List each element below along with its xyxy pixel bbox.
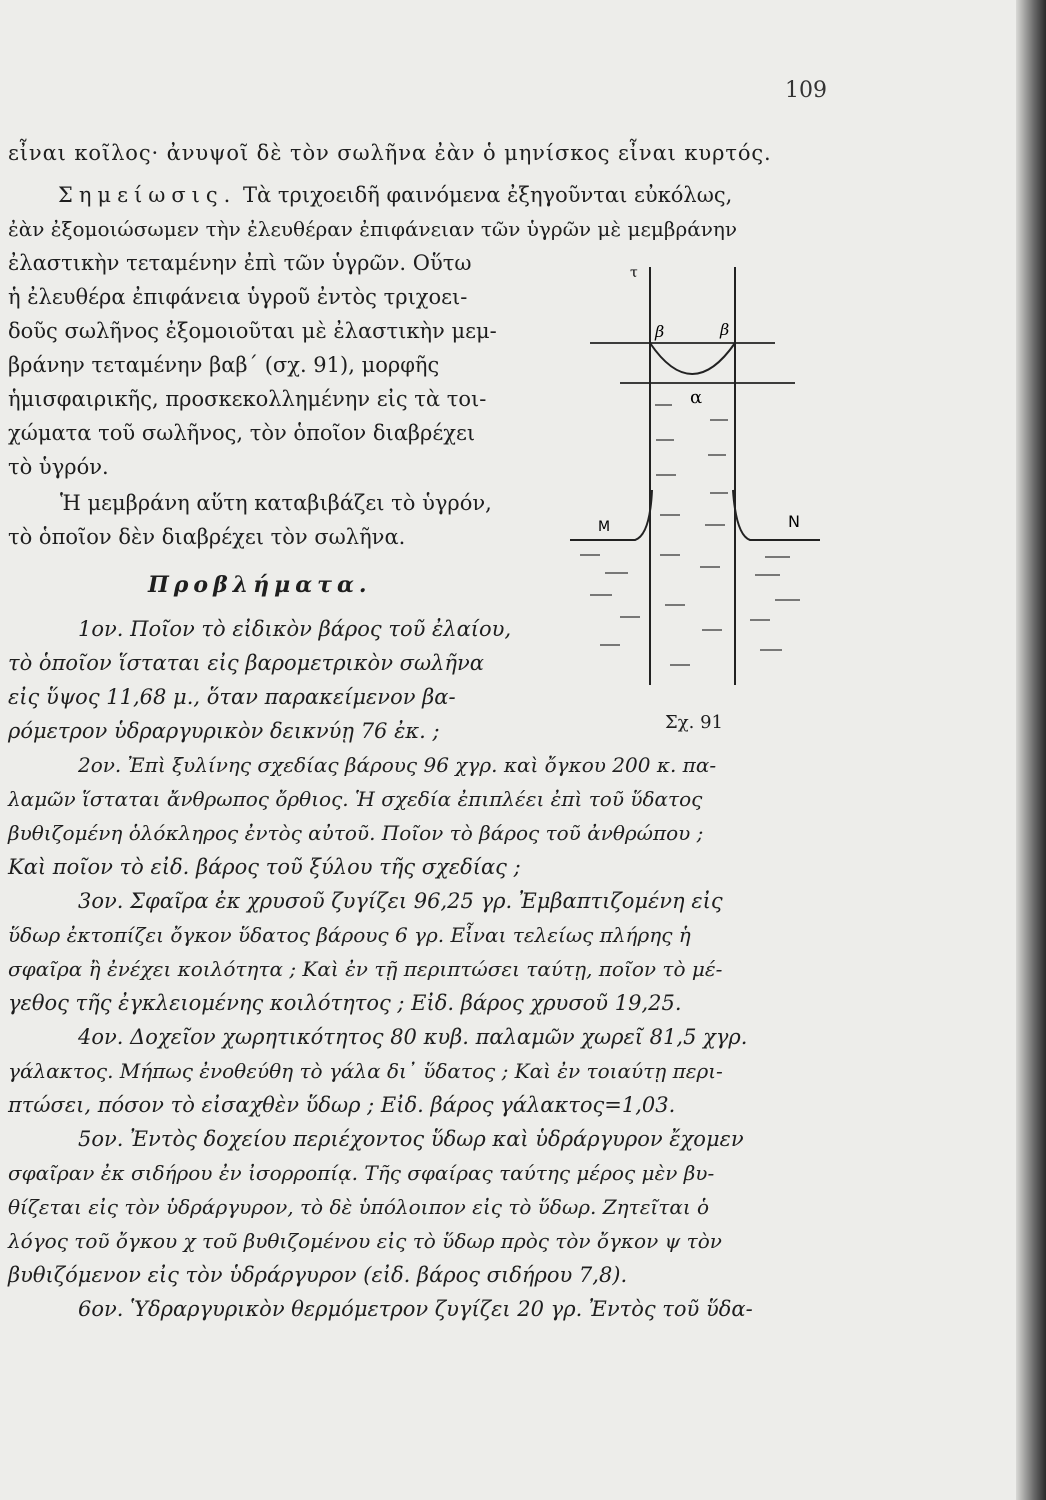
problem-number: 4ον. bbox=[78, 1025, 124, 1049]
label-beta-right: β bbox=[720, 320, 730, 339]
text-line: ἡμισφαιρικῆς, προσκεκολλημένην εἰς τὰ τοι- bbox=[8, 387, 487, 411]
problem-line bbox=[78, 1294, 753, 1324]
problem-line: τὸ ὁποῖον ἵσταται εἰς βαρομετρικὸν σωλῆνα bbox=[8, 651, 484, 675]
text-line: τὸ ὑγρόν. bbox=[8, 455, 109, 479]
problem-text: Ὑδραργυρικὸν θερμόμετρον ζυγίζει 20 γρ. Ἐντὸς τοῦ ὕδα- bbox=[130, 1297, 753, 1321]
text-line-body: Τὰ τριχοειδῆ φαινόμενα ἐξηγοῦνται εὐκόλως, bbox=[243, 183, 733, 207]
problem-line: ρόμετρον ὑδραργυρικὸν δεικνύῃ 76 ἐκ. ; bbox=[8, 719, 440, 743]
problem-line bbox=[78, 886, 723, 916]
problem-line: βυθιζομένη ὁλόκληρος ἐντὸς αὐτοῦ. Ποῖον τὸ βάρος τοῦ ἀνθρώπου ; bbox=[8, 821, 704, 845]
text-line: ἡ ἐλευθέρα ἐπιφάνεια ὑγροῦ ἐντὸς τριχοει- bbox=[8, 285, 468, 309]
problem-line: λαμῶν ἵσταται ἄνθρωπος ὄρθιος. Ἡ σχεδία ἐπιπλέει ἐπὶ τοῦ ὕδατος bbox=[8, 787, 703, 811]
problem-line: εἰς ὕψος 11,68 μ., ὅταν παρακείμενον βα- bbox=[8, 685, 456, 709]
problem-line bbox=[78, 750, 716, 780]
text-line: τὸ ὁποῖον δὲν διαβρέχει τὸν σωλῆνα. bbox=[8, 525, 406, 549]
problem-line: ὕδωρ ἐκτοπίζει ὄγκον ὕδατος βάρους 6 γρ. Εἶναι τελείως πλήρης ἡ bbox=[8, 923, 691, 947]
problem-line: πτώσει, πόσον τὸ εἰσαχθὲν ὕδωρ ; Εἰδ. βάρος γάλακτος=1,03. bbox=[8, 1093, 676, 1117]
liquid-hatching bbox=[580, 405, 800, 665]
problem-number: 1ον. bbox=[78, 617, 124, 641]
text-line: ἐὰν ἐξομοιώσωμεν τὴν ἐλευθέραν ἐπιφάνειαν τῶν ὑγρῶν μὲ μεμβράνην bbox=[8, 217, 738, 241]
figure-caption: Σχ. 91 bbox=[665, 712, 723, 733]
label-beta-left: β bbox=[655, 322, 665, 341]
problem-line: σφαῖραν ἐκ σιδήρου ἐν ἰσορροπίᾳ. Τῆς σφαίρας ταύτης μέρος μὲν βυ- bbox=[8, 1161, 715, 1185]
problem-number: 5ον. bbox=[78, 1127, 124, 1151]
problem-line: λόγος τοῦ ὄγκου χ τοῦ βυθιζομένου εἰς τὸ ὕδωρ πρὸς τὸν ὄγκον ψ τὸν bbox=[8, 1229, 722, 1253]
text-line: χώματα τοῦ σωλῆνος, τὸν ὁποῖον διαβρέχει bbox=[8, 421, 476, 445]
page-edge-shadow bbox=[1016, 0, 1046, 1500]
problem-text: Σφαῖρα ἐκ χρυσοῦ ζυγίζει 96,25 γρ. Ἐμβαπτιζομένη εἰς bbox=[130, 889, 723, 913]
problem-line: γεθος τῆς ἐγκλειομένης κοιλότητος ; Εἰδ. βάρος χρυσοῦ 19,25. bbox=[8, 991, 682, 1015]
text-line: βράνην τεταμένην βαβ΄ (σχ. 91), μορφῆς bbox=[8, 353, 440, 377]
text-line: Ἡ μεμβράνη αὕτη καταβιβάζει τὸ ὑγρόν, bbox=[60, 491, 492, 515]
problem-text: Δοχεῖον χωρητικότητος 80 κυβ. παλαμῶν χωρεῖ 81,5 χγρ. bbox=[130, 1025, 748, 1049]
outer-meniscus-left bbox=[570, 490, 652, 540]
outer-meniscus-right bbox=[733, 490, 820, 540]
problem-number: 6ον. bbox=[78, 1297, 124, 1321]
text-line: εἶναι κοῖλος· ἀνυψοῖ δὲ τὸν σωλῆνα ἐὰν ὁ μηνίσκος εἶναι κυρτός. bbox=[8, 141, 772, 165]
section-heading: Προβλήματα. bbox=[148, 572, 372, 598]
problem-line bbox=[78, 1124, 744, 1154]
text-line: δοῦς σωλῆνος ἐξομοιοῦται μὲ ἐλαστικὴν μεμ- bbox=[8, 319, 497, 343]
label-M: Μ bbox=[598, 519, 611, 535]
label-N: Ν bbox=[788, 512, 800, 531]
problem-line: σφαῖρα ἢ ἐνέχει κοιλότητα ; Καὶ ἐν τῇ περιπτώσει ταύτῃ, ποῖον τὸ μέ- bbox=[8, 957, 723, 981]
problem-line: βυθιζόμενον εἰς τὸν ὑδράργυρον (εἰδ. βάρος σιδήρου 7,8). bbox=[8, 1263, 628, 1287]
problem-text: Ἐντὸς δοχείου περιέχοντος ὕδωρ καὶ ὑδράργυρον ἔχομεν bbox=[130, 1127, 744, 1151]
problem-text: Ποῖον τὸ εἰδικὸν βάρος τοῦ ἐλαίου, bbox=[130, 617, 512, 641]
problem-line: γάλακτος. Μήπως ἐνοθεύθη τὸ γάλα δι᾽ ὕδατος ; Καὶ ἐν τοιαύτῃ περι- bbox=[8, 1059, 723, 1083]
meniscus bbox=[650, 343, 735, 374]
text-line: ἐλαστικὴν τεταμένην ἐπὶ τῶν ὑγρῶν. Οὕτω bbox=[8, 251, 472, 275]
page-number: 109 bbox=[785, 78, 827, 103]
problem-line: Καὶ ποῖον τὸ εἰδ. βάρος τοῦ ξύλου τῆς σχεδίας ; bbox=[8, 855, 521, 879]
label-tau: τ bbox=[630, 265, 638, 281]
note-label: Σημείωσις. bbox=[58, 183, 237, 207]
problem-line bbox=[78, 614, 511, 644]
problem-number: 3ον. bbox=[78, 889, 124, 913]
capillary-figure bbox=[560, 255, 860, 695]
problem-text: Ἐπὶ ξυλίνης σχεδίας βάρους 96 χγρ. καὶ ὄγκου 200 κ. πα- bbox=[127, 753, 717, 777]
problem-number: 2ον. bbox=[78, 753, 122, 777]
problem-line bbox=[78, 1022, 747, 1052]
problem-line: θίζεται εἰς τὸν ὑδράργυρον, τὸ δὲ ὑπόλοιπον εἰς τὸ ὕδωρ. Ζητεῖται ὁ bbox=[8, 1195, 710, 1219]
label-alpha: α bbox=[690, 387, 703, 408]
text-line bbox=[58, 180, 732, 210]
